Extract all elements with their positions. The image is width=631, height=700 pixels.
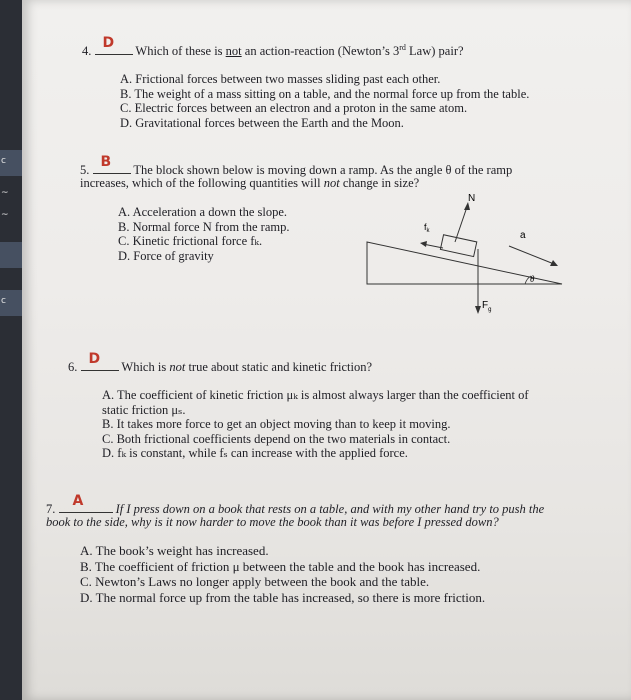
- question-text-line-1: If I press down on a book that rests on a table, and with my other hand try to push the: [115, 502, 545, 516]
- question-4-options: [120, 72, 529, 130]
- question-number: 4.: [82, 44, 92, 59]
- block: [440, 235, 476, 257]
- question-7-line-2: book to the side, why is it now harder to move the book than it was before I pressed down?: [46, 515, 499, 529]
- answer-blank: [95, 35, 133, 55]
- option-d: D. Gravitational forces between the Earth and the Moon.: [120, 115, 404, 130]
- question-text-line-1: The block shown below is moving down a ramp. As the angle θ of the ramp: [133, 163, 513, 177]
- handwritten-answer: A: [72, 493, 84, 509]
- ramp-diagram: [357, 192, 582, 327]
- option-c: C. Kinetic frictional force fₖ.: [118, 234, 263, 248]
- question-5-line-2: increases, which of the following quantities will not change in size?: [80, 176, 420, 190]
- question-number: 6.: [68, 360, 78, 374]
- question-text: Which is not true about static and kinetic friction?: [121, 360, 373, 374]
- option-a: A. Frictional forces between two masses sliding past each other.: [120, 72, 441, 86]
- answer-blank: [59, 493, 113, 513]
- side-label-3: ~: [1, 210, 9, 220]
- option-d: D. fₖ is constant, while fₛ can increase with the applied force.: [102, 446, 408, 460]
- option-a: A. The coefficient of kinetic friction μₖ is almost always larger than the coefficient of: [102, 388, 529, 402]
- option-b: B. It takes more force to get an object moving than to keep it moving.: [102, 417, 451, 431]
- option-a: A. The book’s weight has increased.: [80, 543, 269, 558]
- gravity-arrowhead: [475, 306, 481, 314]
- side-label-1: c: [1, 156, 6, 166]
- question-number: 5.: [80, 163, 90, 177]
- option-a: A. Acceleration a down the slope.: [118, 205, 288, 219]
- answer-blank: [81, 351, 119, 371]
- viewer-side-strip: [0, 0, 22, 700]
- question-text: Which of these is not an action-reaction (Newton’s 3rd Law) pair?: [135, 43, 464, 59]
- friction-label: $f_k$: [424, 222, 430, 234]
- handwritten-answer: B: [100, 154, 112, 170]
- side-tab-2[interactable]: [0, 242, 22, 268]
- question-5-options: [118, 205, 289, 263]
- question-number: 7.: [46, 502, 56, 516]
- option-d: D. The normal force up from the table has increased, so there is more friction.: [80, 589, 486, 605]
- handwritten-answer: D: [102, 35, 115, 52]
- option-b: B. Normal force N from the ramp.: [118, 219, 290, 234]
- normal-force-label: N: [468, 193, 476, 204]
- angle-label: θ: [530, 274, 535, 284]
- question-4: [82, 35, 464, 59]
- option-b: B. The weight of a mass sitting on a table, and the normal force up from the table.: [120, 86, 530, 101]
- answer-blank: [93, 154, 131, 174]
- worksheet-page: [22, 0, 631, 700]
- option-a-cont: static friction μₛ.: [102, 402, 186, 417]
- option-b: B. The coefficient of friction μ between the table and the book has increased.: [80, 558, 481, 574]
- gravity-label: $F_g$: [482, 300, 492, 313]
- acceleration-arrow: [509, 246, 554, 264]
- side-label-2: ~: [1, 188, 9, 198]
- option-c: C. Newton’s Laws no longer apply between the book and the table.: [80, 574, 430, 589]
- acceleration-label: a: [520, 230, 526, 241]
- option-c: C. Electric forces between an electron and a proton in the same atom.: [120, 101, 468, 115]
- question-7-options: [80, 543, 485, 605]
- option-d: D. Force of gravity: [118, 248, 214, 263]
- handwritten-answer: D: [88, 351, 101, 367]
- question-6-options: [102, 388, 529, 461]
- question-6: [68, 351, 373, 375]
- option-c: C. Both frictional coefficients depend on the two materials in contact.: [102, 431, 451, 446]
- side-label-4: c: [1, 296, 6, 306]
- friction-arrowhead: [420, 241, 427, 247]
